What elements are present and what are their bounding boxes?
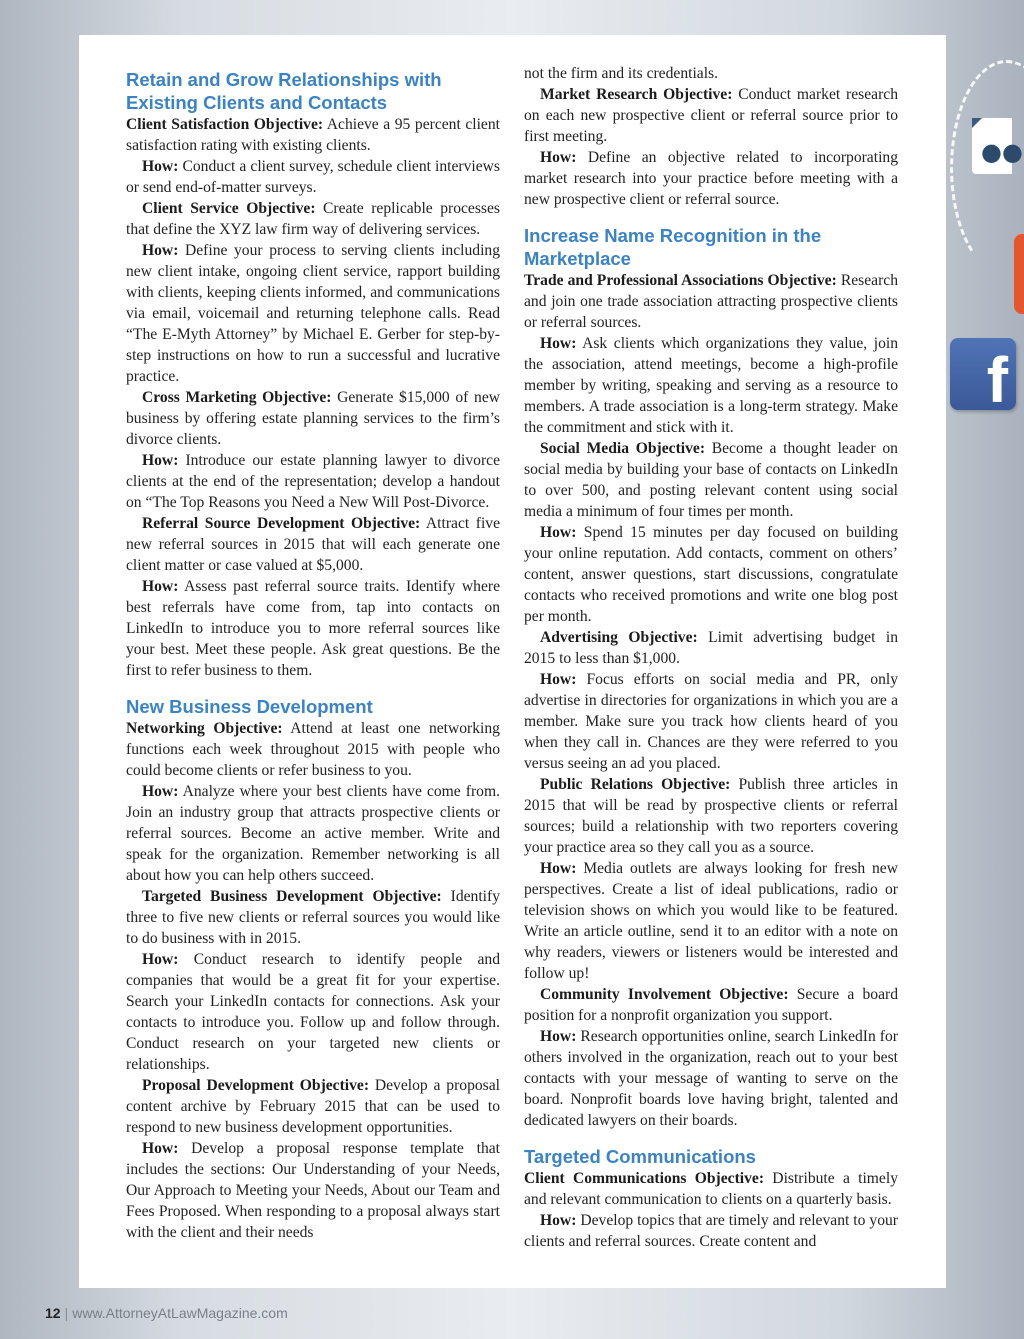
paragraph (126, 1138, 500, 1243)
paragraph-lead: How: (540, 671, 577, 688)
facebook-icon (950, 338, 1016, 410)
paragraph-text: Achieve a 95 percent client satisfaction rating with existing clients. (126, 116, 500, 154)
paragraph (126, 949, 500, 1075)
video-chat-icon (972, 118, 1023, 174)
paragraph-lead: Market Research Objective: (540, 86, 733, 103)
paragraph-text: Spend 15 minutes per day focused on building your online reputation. Add contacts, comment on others’ content, answer questions, start discussions, congratulate contacts who received promotions and write one blog post per month. (524, 524, 898, 625)
paragraph-text: Develop a proposal content archive by February 2015 that can be used to respond to new business development opportunities. (126, 1077, 500, 1136)
paragraph-lead: How: (540, 524, 577, 541)
paragraph (126, 240, 500, 387)
footer-separator: | (64, 1305, 69, 1321)
paragraph-lead: How: (540, 335, 577, 352)
paragraph (126, 1075, 500, 1138)
paragraph-lead: Client Satisfaction Objective: (126, 116, 324, 133)
paragraph-text: Analyze where your best clients have come from. Join an industry group that attracts prospective clients or referral sources. Become an active member. Write and speak for the organization. Remember networking is all about how you can help others succeed. (126, 783, 500, 884)
paragraph (524, 147, 898, 210)
paragraph (126, 886, 500, 949)
paragraph-text: Become a thought leader on social media by building your base of contacts on LinkedIn to over 500, and posting relevant content using social media a minimum of four times per month. (524, 440, 898, 520)
paragraph-text: Attend at least one networking functions each week throughout 2015 with people who could become clients or refer business to you. (126, 720, 500, 779)
paragraph (524, 1210, 898, 1252)
paragraph (524, 522, 898, 627)
paragraph-text: Secure a board position for a nonprofit organization you support. (524, 986, 898, 1024)
section-gap (524, 210, 898, 224)
paragraph-lead: Advertising Objective: (540, 629, 698, 646)
paragraph-lead: Client Communications Objective: (524, 1170, 765, 1187)
paragraph-text: Limit advertising budget in 2015 to less than $1,000. (524, 629, 899, 667)
footer-website: www.AttorneyAtLawMagazine.com (72, 1305, 288, 1321)
section-heading-retain-grow: Retain and Grow Relationships with Existing Clients and Contacts (126, 69, 442, 113)
right-column (524, 63, 898, 1252)
section-gap (524, 1131, 898, 1145)
paragraph (126, 450, 500, 513)
paragraph-lead: Social Media Objective: (540, 440, 706, 457)
paragraph-text: Distribute a timely and relevant communication to clients on a quarterly basis. (524, 1170, 898, 1208)
paragraph-lead: How: (142, 452, 179, 469)
paragraph-lead: How: (142, 1140, 179, 1157)
paragraph-lead: How: (142, 783, 179, 800)
paragraph-text: Identify three to five new clients or referral sources you would like to do business with in 2015. (126, 888, 500, 947)
paragraph-lead: Cross Marketing Objective: (142, 389, 332, 406)
paragraph-lead: Client Service Objective: (142, 200, 316, 217)
paragraph-text: Conduct market research on each new prospective client or referral source prior to first meeting. (524, 86, 898, 145)
paragraph (126, 114, 500, 156)
paragraph (524, 1168, 898, 1210)
paragraph-lead: Networking Objective: (126, 720, 283, 737)
left-column (126, 68, 500, 1243)
paragraph-text: Media outlets are always looking for fresh new perspectives. Create a list of ideal publications, radio or television shows on which you would like to be featured. Write an article outline, send it to an editor with a note on why readers, viewers or listeners would be interested and follow up! (524, 860, 898, 982)
paragraph-text: Define your process to serving clients including new client intake, ongoing client service, rapport building with clients, keeping clients informed, and communications via email, voicemail and returning telephone calls. Read “The E-Myth Attorney” by Michael E. Gerber for step-by-step instructions on how to run a successful and lucrative practice. (126, 242, 500, 385)
paragraph-text: Research opportunities online, search LinkedIn for others involved in the organization, reach out to your best contacts with your message of wanting to serve on the board. Nonprofit boards love having bright, talented and dedicated lawyers on their boards. (524, 1028, 898, 1129)
paragraph-text: Develop topics that are timely and relevant to your clients and referral sources. Create content and (524, 1212, 898, 1250)
paragraph (126, 156, 500, 198)
people-icon: ●● (981, 138, 1023, 166)
paragraph-lead: How: (540, 860, 577, 877)
paragraph-text: Define an objective related to incorporating market research into your practice before meeting with a new prospective client or referral source. (524, 149, 898, 208)
magazine-page (79, 35, 946, 1288)
paragraph-text: Research and join one trade association attracting prospective clients or referral sources. (524, 272, 898, 331)
section-gap (126, 681, 500, 695)
paragraph (524, 774, 898, 858)
section-heading-targeted-communications: Targeted Communications (524, 1146, 756, 1167)
paragraph (126, 718, 500, 781)
page-footer (45, 1305, 288, 1321)
section-heading-new-business: New Business Development (126, 696, 373, 717)
paragraph-lead: How: (540, 1028, 577, 1045)
paragraph-lead: Community Involvement Objective: (540, 986, 789, 1003)
section-heading-name-recognition: Increase Name Recognition in the Marketplace (524, 225, 822, 269)
section-body-name-recognition (524, 270, 898, 1131)
paragraph (524, 1026, 898, 1131)
paragraph-lead: Targeted Business Development Objective: (142, 888, 442, 905)
paragraph-text: Introduce our estate planning lawyer to divorce clients at the end of the representation; develop a handout on “The Top Reasons you Need a New Will Post-Divorce. (126, 452, 500, 511)
paragraph-lead: Trade and Professional Associations Objective: (524, 272, 837, 289)
paragraph-text: Publish three articles in 2015 that will be read by prospective clients or referral sources; build a relationship with two reporters covering your practice area so they call you as a source. (524, 776, 898, 856)
paragraph-lead: Referral Source Development Objective: (142, 515, 421, 532)
paragraph-lead: How: (540, 1212, 577, 1229)
paragraph (126, 198, 500, 240)
paragraph (524, 270, 898, 333)
paragraph (524, 669, 898, 774)
paragraph-lead: How: (142, 951, 179, 968)
paragraph-text: Develop a proposal response template that includes the sections: Our Understanding of your Needs, Our Approach to Meeting your Needs, About our Team and Fees Proposed. When responding to a proposal always start with the client and their needs (126, 1140, 500, 1241)
social-red-icon (1014, 234, 1024, 314)
paragraph (524, 627, 898, 669)
paragraph-text: Create replicable processes that define the XYZ law firm way of delivering services. (126, 200, 500, 238)
paragraph-lead: How: (142, 158, 179, 175)
paragraph (524, 438, 898, 522)
paragraph-text: Assess past referral source traits. Identify where best referrals have come from, tap into contacts on LinkedIn to introduce you to more referral sources like your best. Meet these people. Ask great questions. Be the first to refer business to them. (126, 578, 500, 679)
paragraph-lead: Proposal Development Objective: (142, 1077, 370, 1094)
paragraph-text: Conduct a client survey, schedule client interviews or send end-of-matter surveys. (126, 158, 500, 196)
section-body-retain-grow (126, 114, 500, 681)
paragraph-lead: Public Relations Objective: (540, 776, 731, 793)
paragraph-text: Conduct research to identify people and companies that would be a great fit for your expertise. Search your LinkedIn contacts for connections. Ask your contacts to introduce you. Follow up and follow through. Conduct research on your targeted new clients or relationships. (126, 951, 500, 1073)
paragraph (126, 387, 500, 450)
paragraph (524, 984, 898, 1026)
continuation-text: not the firm and its credentials. (524, 65, 719, 82)
paragraph-lead: How: (142, 578, 179, 595)
section-body-targeted-communications (524, 1168, 898, 1252)
paragraph (126, 513, 500, 576)
paragraph (126, 781, 500, 886)
paragraph (524, 84, 898, 147)
facebook-glyph: f (986, 344, 1008, 410)
paragraph-lead: How: (142, 242, 179, 259)
paragraph-text: Focus efforts on social media and PR, only advertise in directories for organizations in which you are a member. Make sure you track how clients heard of you when they call in. Chances are they were referred to you versus seeing an ad you placed. (524, 671, 898, 772)
page-number: 12 (45, 1305, 61, 1321)
paragraph-text: Generate $15,000 of new business by offering estate planning services to the firm’s divorce clients. (126, 389, 500, 448)
paragraph (524, 333, 898, 438)
paragraph (524, 858, 898, 984)
video-chat-icon-corner (972, 118, 982, 128)
paragraph-lead: How: (540, 149, 577, 166)
paragraph (126, 576, 500, 681)
paragraph-text: Attract five new referral sources in 2015 that will each generate one client matter or case valued at $5,000. (126, 515, 500, 574)
section-body-new-business (126, 718, 500, 1243)
paragraph-text: Ask clients which organizations they value, join the association, attend meetings, become a high-profile member by writing, speaking and serving as a resource to members. A trade association is a long-term strategy. Make the commitment and stick with it. (524, 335, 898, 436)
